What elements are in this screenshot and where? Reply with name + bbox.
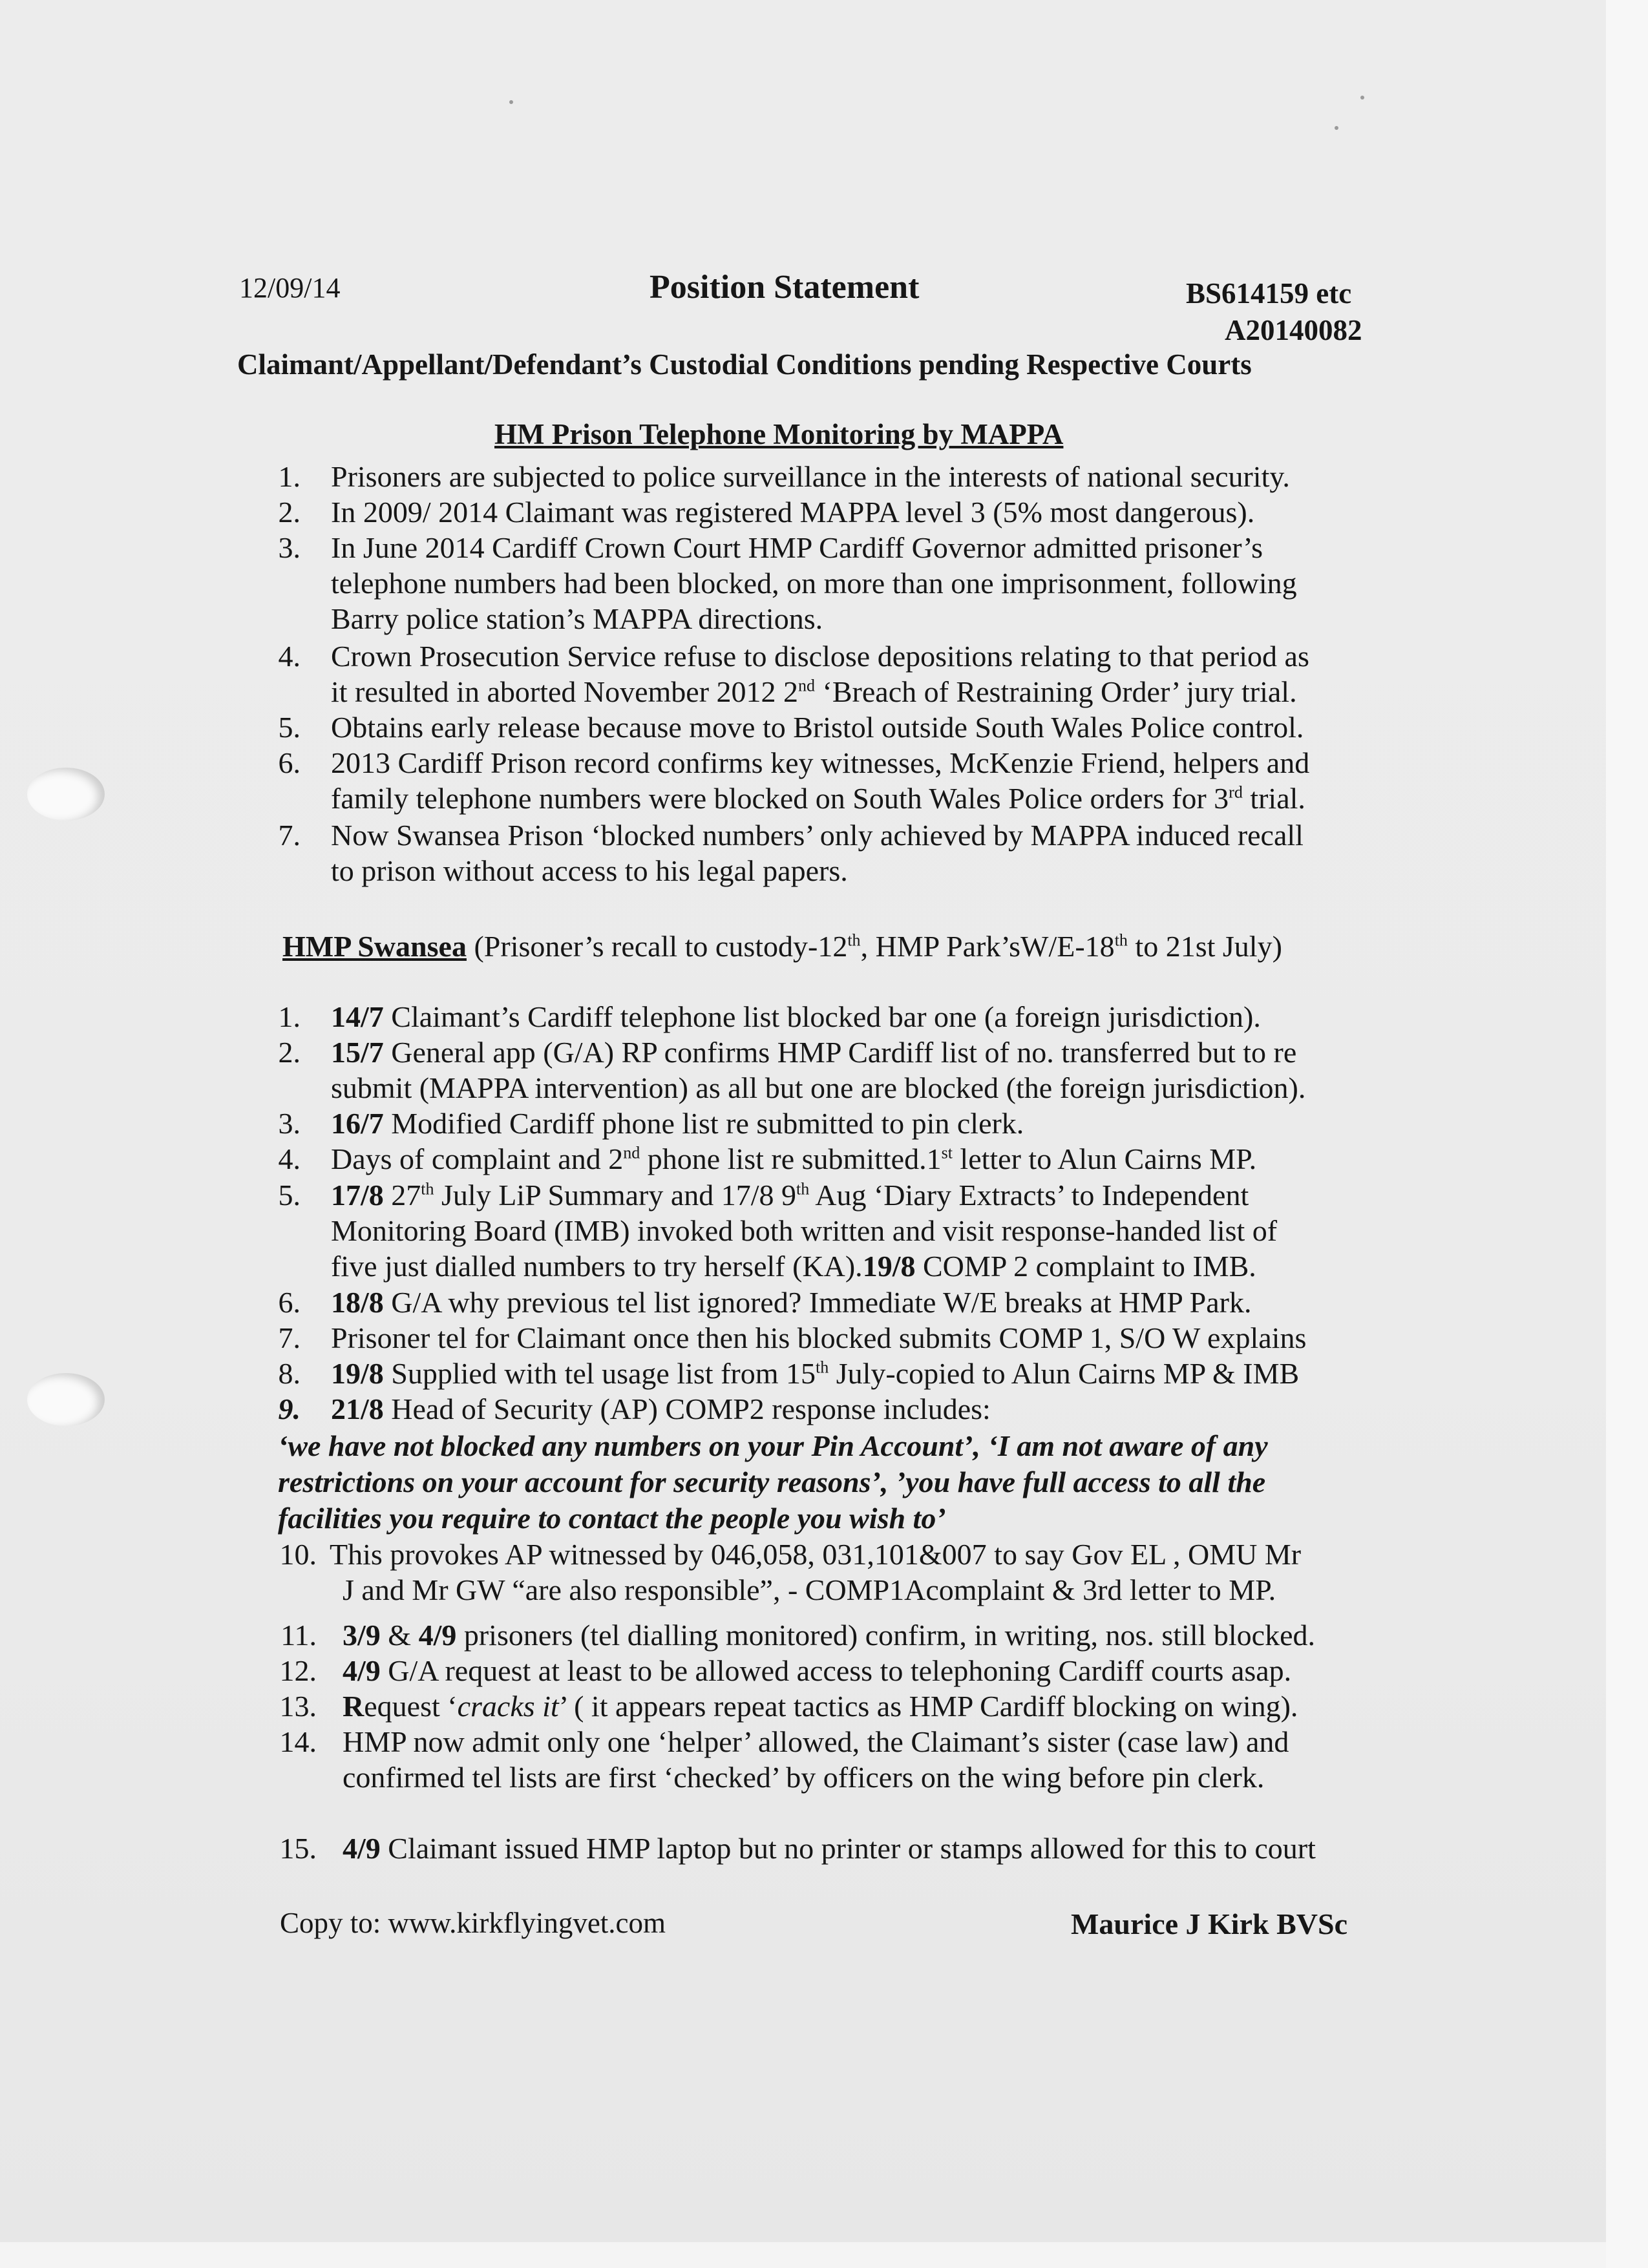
scan-speck (1360, 96, 1364, 100)
scan-speck (1335, 126, 1338, 130)
item-text: 19/8 Supplied with tel usage list from 15th July-copied to Alun Cairns MP & IMB (331, 1357, 1300, 1390)
item-number: 2. (278, 496, 301, 529)
item-number: 7. (278, 819, 301, 852)
item-number: 2. (278, 1036, 301, 1069)
item-text: Prisoner tel for Claimant once then his blocked submits COMP 1, S/O W explains (331, 1321, 1307, 1354)
item-number: 4. (278, 640, 301, 673)
item-number: 3. (278, 531, 301, 564)
punch-hole-top (27, 768, 105, 821)
item-text: submit (MAPPA intervention) as all but one are blocked (the foreign jurisdiction). (331, 1071, 1306, 1104)
item-text: to prison without access to his legal papers. (331, 854, 848, 887)
item-text: 15/7 General app (G/A) RP confirms HMP Cardiff list of no. transferred but to re (331, 1036, 1297, 1069)
document-title: Position Statement (650, 269, 920, 306)
item-number: 13. (279, 1690, 317, 1723)
item-text: Barry police station’s MAPPA directions. (331, 602, 823, 635)
scan-edge-bottom (0, 2242, 1606, 2268)
item-text: HMP now admit only one ‘helper’ allowed, the Claimant’s sister (case law) and (343, 1725, 1289, 1758)
document-date: 12/09/14 (239, 272, 341, 304)
section-heading-underlined: HMP Swansea (282, 930, 467, 963)
scan-speck (509, 100, 513, 104)
item-text: 17/8 27th July LiP Summary and 17/8 9th Aug ‘Diary Extracts’ to Independent (331, 1179, 1249, 1212)
item-text: family telephone numbers were blocked on South Wales Police orders for 3rd trial. (331, 782, 1305, 815)
item-number: 6. (278, 746, 301, 779)
item-number: 14. (279, 1725, 317, 1758)
item-text: Obtains early release because move to Bristol outside South Wales Police control. (331, 711, 1304, 744)
item-text: In 2009/ 2014 Claimant was registered MAPPA level 3 (5% most dangerous). (331, 496, 1255, 529)
item-text: 2013 Cardiff Prison record confirms key witnesses, McKenzie Friend, helpers and (331, 746, 1310, 779)
item-number: 1. (278, 460, 301, 493)
item-number: 5. (278, 1179, 301, 1212)
item-text: confirmed tel lists are first ‘checked’ by officers on the wing before pin clerk. (343, 1761, 1265, 1794)
quoted-response-line: facilities you require to contact the people you wish to’ (278, 1502, 946, 1535)
scan-edge-right (1606, 0, 1648, 2268)
item-text: 14/7 Claimant’s Cardiff telephone list blocked bar one (a foreign jurisdiction). (331, 1000, 1261, 1033)
item-number: 5. (278, 711, 301, 744)
item-text: it resulted in aborted November 2012 2nd ‘Breach of Restraining Order’ jury trial. (331, 675, 1297, 708)
author-signature: Maurice J Kirk BVSc (1071, 1907, 1347, 1940)
item-text: 4/9 Claimant issued HMP laptop but no printer or stamps allowed for this to court (343, 1832, 1316, 1865)
section-heading-swansea (282, 929, 1282, 963)
item-text: Days of complaint and 2nd phone list re submitted.1st letter to Alun Cairns MP. (331, 1142, 1257, 1175)
item-number: 10. (279, 1538, 317, 1571)
item-text: five just dialled numbers to try herself (KA).19/8 COMP 2 complaint to IMB. (331, 1250, 1256, 1283)
item-number: 9. (278, 1392, 301, 1425)
item-text: Prisoners are subjected to police surveillance in the interests of national security. (331, 460, 1290, 493)
quoted-response-line: restrictions on your account for security reasons’, ’you have full access to all the (278, 1465, 1266, 1498)
quoted-response-line: ‘we have not blocked any numbers on your Pin Account’, ‘I am not aware of any (278, 1429, 1268, 1462)
copy-to-line: Copy to: www.kirkflyingvet.com (280, 1907, 666, 1939)
item-text: 16/7 Modified Cardiff phone list re submitted to pin clerk. (331, 1107, 1024, 1140)
document-subtitle: Claimant/Appellant/Defendant’s Custodial Conditions pending Respective Courts (237, 348, 1252, 381)
item-text: 4/9 G/A request at least to be allowed access to telephoning Cardiff courts asap. (343, 1654, 1292, 1687)
item-number: 4. (278, 1142, 301, 1175)
item-number: 12. (279, 1654, 317, 1687)
item-number: 8. (278, 1357, 301, 1390)
item-text: Request ‘cracks it’ ( it appears repeat tactics as HMP Cardiff blocking on wing). (343, 1690, 1298, 1723)
item-number: 1. (278, 1000, 301, 1033)
item-text: 3/9 & 4/9 prisoners (tel dialling monitored) confirm, in writing, nos. still blocked. (343, 1619, 1316, 1652)
item-number: 11. (280, 1619, 317, 1652)
section-heading-detail: (Prisoner’s recall to custody-12th, HMP Park’sW/E-18th to 21st July) (474, 930, 1282, 963)
item-text: Crown Prosecution Service refuse to disclose depositions relating to that period as (331, 640, 1309, 673)
item-text: Now Swansea Prison ‘blocked numbers’ only achieved by MAPPA induced recall (331, 819, 1304, 852)
item-number: 7. (278, 1321, 301, 1354)
section-heading-mappa: HM Prison Telephone Monitoring by MAPPA (494, 418, 1064, 450)
item-text: 21/8 Head of Security (AP) COMP2 response includes: (331, 1392, 991, 1425)
item-text: This provokes AP witnessed by 046,058, 031,101&007 to say Gov EL , OMU Mr (330, 1538, 1302, 1571)
item-number: 6. (278, 1286, 301, 1319)
item-text: In June 2014 Cardiff Crown Court HMP Cardiff Governor admitted prisoner’s (331, 531, 1263, 564)
item-text: 18/8 G/A why previous tel list ignored? Immediate W/E breaks at HMP Park. (331, 1286, 1252, 1319)
item-text: J and Mr GW “are also responsible”, - COMP1Acomplaint & 3rd letter to MP. (343, 1573, 1276, 1606)
punch-hole-bottom (27, 1373, 105, 1426)
item-number: 15. (279, 1832, 317, 1865)
item-number: 3. (278, 1107, 301, 1140)
case-reference-2: A20140082 (1225, 314, 1362, 346)
case-reference-1: BS614159 etc (1186, 277, 1352, 310)
item-text: telephone numbers had been blocked, on more than one imprisonment, following (331, 567, 1297, 600)
item-text: Monitoring Board (IMB) invoked both written and visit response-handed list of (331, 1214, 1278, 1247)
